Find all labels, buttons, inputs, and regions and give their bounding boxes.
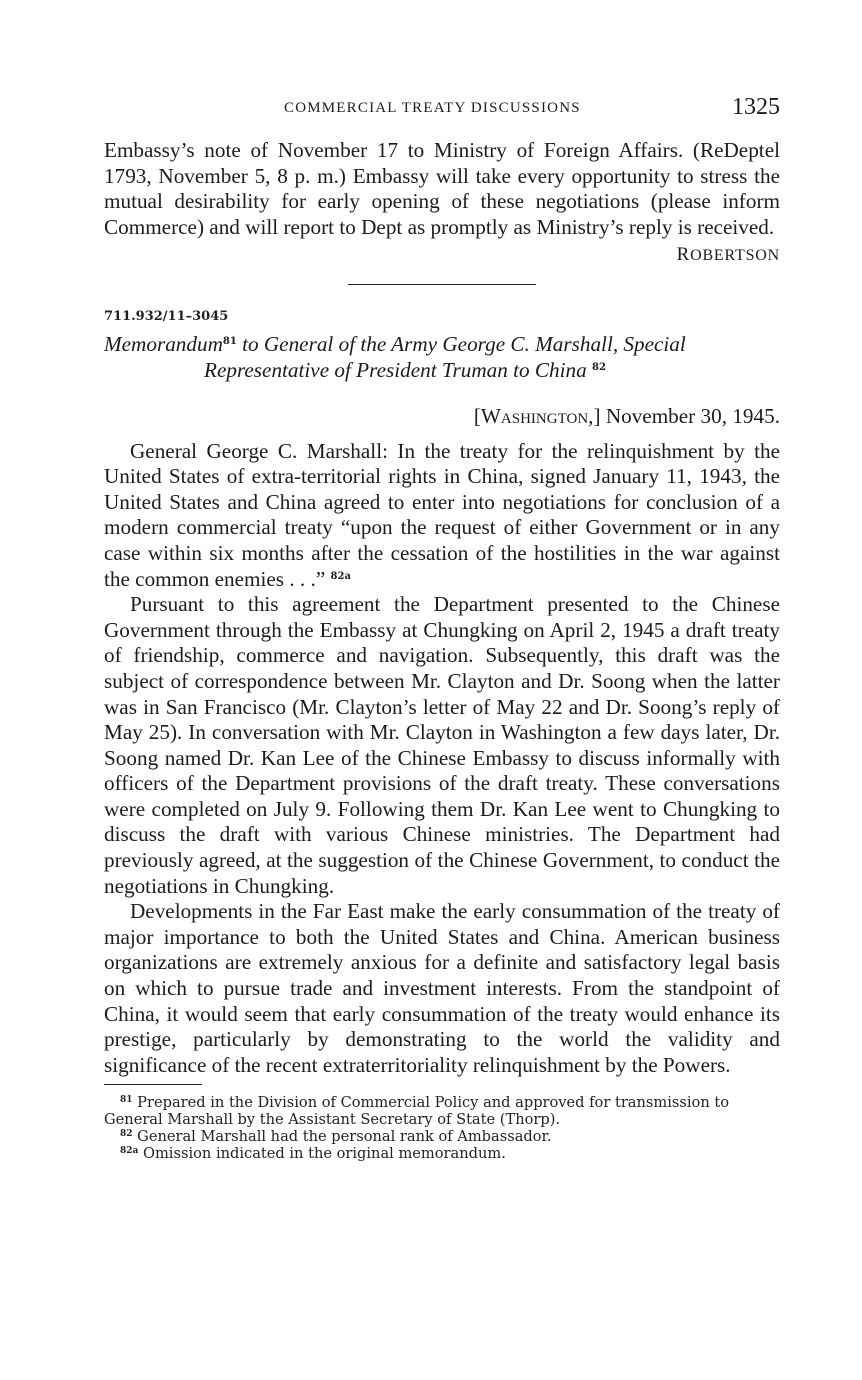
heading-part1: Memorandum: [104, 332, 223, 357]
heading-part2: to General of the Army George C. Marshall, Special: [236, 332, 686, 357]
footnote-82a-mark: 82a: [120, 1145, 139, 1156]
footnote-ref-82: 82: [592, 361, 606, 373]
dateline-place: [Washington,]: [473, 403, 601, 428]
signature: [104, 244, 780, 266]
dateline: [104, 404, 780, 429]
intro-paragraph: Embassy’s note of November 17 to Ministry of Foreign Affairs. (ReDeptel 1793, November 5, 8 p. m.) Embassy will take every opportunity to stress the mutual desirability for early opening of these negotiations (please inform Commerce) and will report to Dept as promptly as Ministry’s reply is received.: [104, 138, 780, 239]
signature-initial: R: [676, 244, 691, 266]
paragraph-2: Pursuant to this agreement the Department presented to the Chinese Government through the Embassy at Chungking on April 2, 1945 a draft treaty of friendship, commerce and navigation. Subsequently, this draft was the subject of correspondence between Mr. Clayton and Dr. Soong when the latter was in San Francisco (Mr. Clayton’s letter of May 22 and Dr. Soong’s reply of May 25). In conversation with Mr. Clayton in Washington a few days later, Dr. Soong named Dr. Kan Lee of the Chinese Embassy to discuss informally with officers of the Department provisions of the draft treaty. These conversations were completed on July 9. Following them Dr. Kan Lee went to Chungking to discuss the draft with various Chinese ministries. The Department had previously agreed, at the suggestion of the Chinese Government, to conduct the negotiations in Chungking.: [104, 592, 780, 898]
footnote-82-mark: 82: [120, 1129, 133, 1139]
footnote-82a-text: Omission indicated in the original memorandum.: [143, 1144, 506, 1162]
footnote-82a: [104, 1146, 780, 1163]
section-separator: [348, 284, 536, 285]
page-content: [104, 94, 780, 1163]
running-title: COMMERCIAL TREATY DISCUSSIONS: [284, 100, 581, 116]
signature-rest: OBERTSON: [690, 247, 780, 265]
heading-line2: Representative of President Truman to China: [204, 357, 587, 382]
page-number: 1325: [732, 94, 780, 120]
document-heading: [104, 332, 780, 383]
heading-line2-wrap: [104, 358, 780, 384]
footnote-ref-82a: 82a: [330, 570, 351, 582]
footnote-81-mark: 81: [120, 1095, 133, 1106]
footnote-ref-81: 81: [222, 336, 237, 348]
dateline-date: November 30, 1945.: [600, 403, 780, 428]
file-number: 711.932/11–3045: [104, 309, 229, 325]
running-header: [104, 94, 780, 124]
paragraph-3: Developments in the Far East make the early consummation of the treaty of major importance to both the United States and China. American business organizations are extremely anxious for a definite and satisfactory legal basis on which to pursue trade and investment interests. From the standpoint of China, it would seem that early consummation of the treaty would enhance its prestige, particularly by demonstrating to the world the validity and significance of the recent extraterritoriality relinquishment by the Powers.: [104, 899, 780, 1077]
paragraph-1-text: General George C. Marshall: In the treaty for the relinquishment by the United States of extra-territorial rights in China, signed January 11, 1943, the United States and China agreed to enter into negotiations for conclusion of a modern commercial treaty “upon the request of either Government or in any case within six months after the cessation of the hostilities in the war against the common enemies . . .”: [104, 438, 780, 591]
footnote-81-text: Prepared in the Division of Commercial Policy and approved for transmission to General Marshall by the Assistant Secretary of State (Thorp).: [104, 1094, 730, 1129]
footnotes: [104, 1095, 780, 1162]
footnote-82-text: General Marshall had the personal rank of Ambassador.: [137, 1128, 552, 1145]
footnote-82: [104, 1129, 780, 1146]
footnote-81: [104, 1095, 780, 1129]
footnote-rule: [104, 1084, 202, 1085]
paragraph-1: [104, 439, 780, 593]
